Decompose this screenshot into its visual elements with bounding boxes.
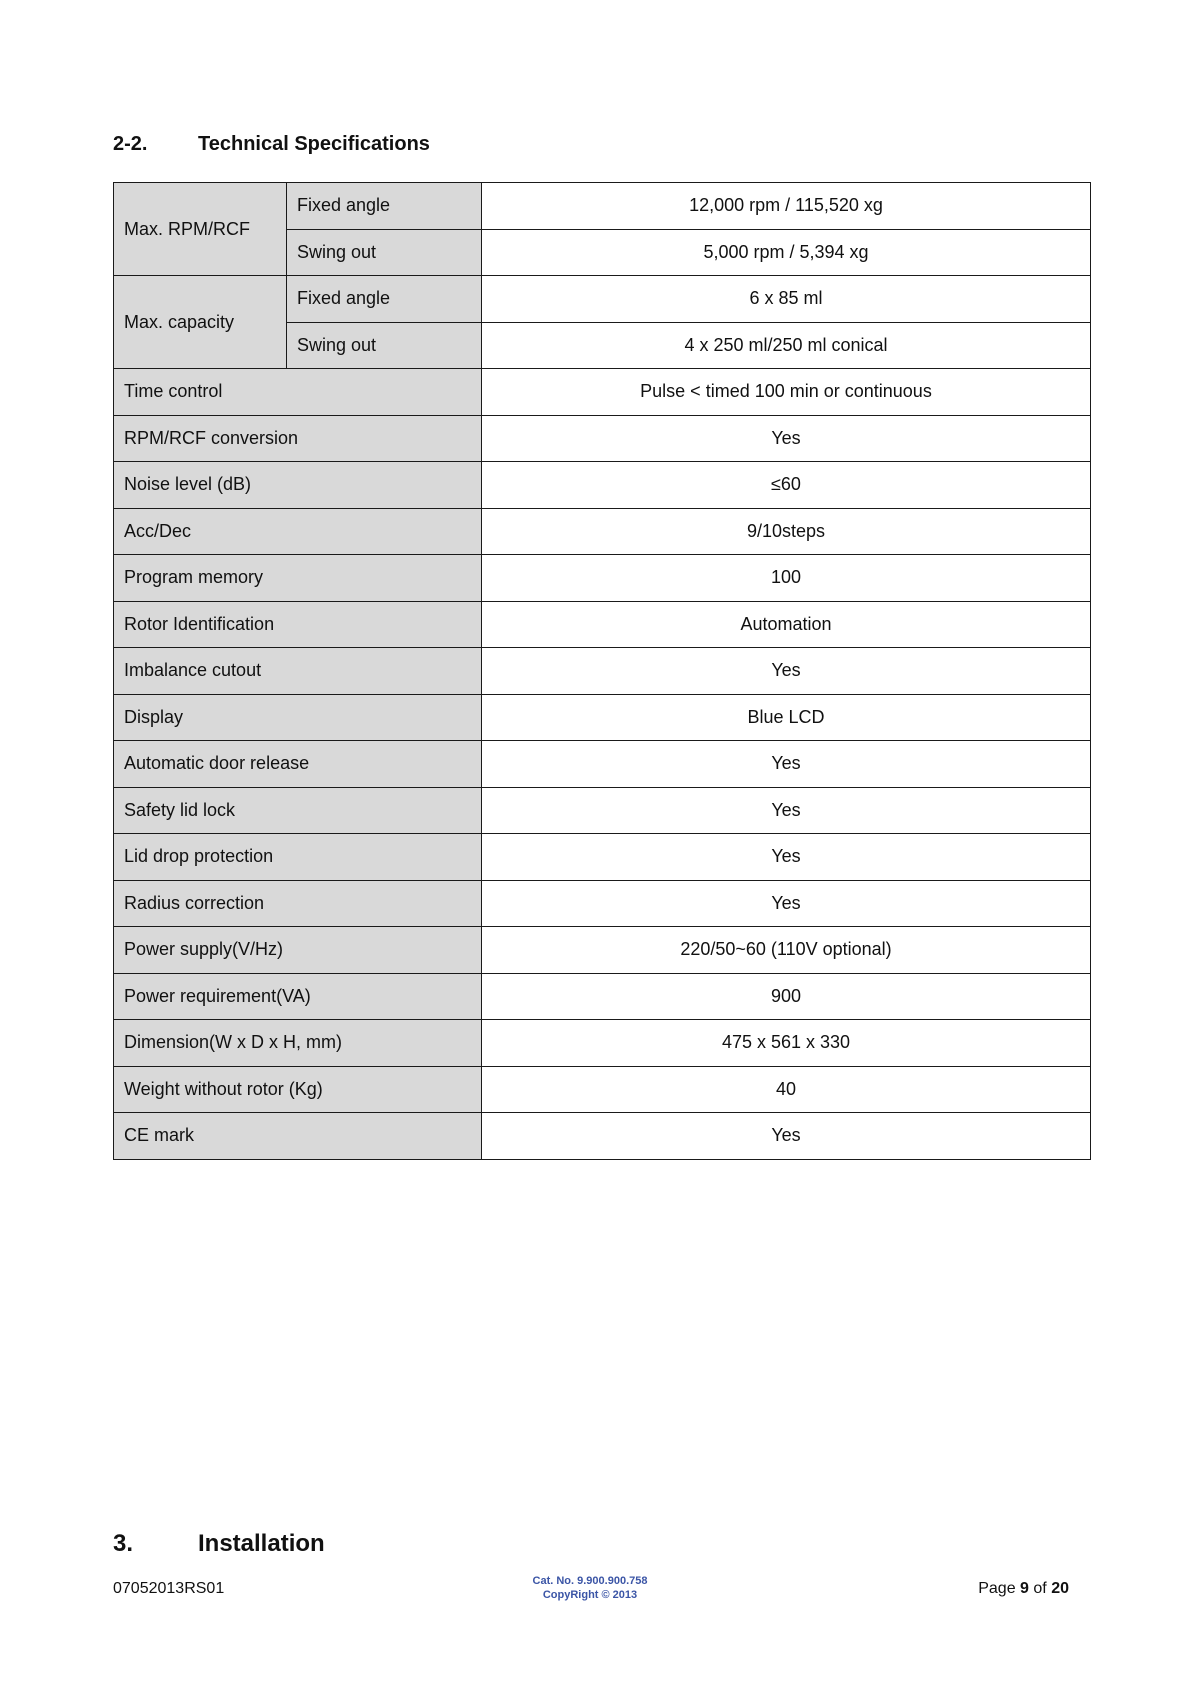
footer-cat-no: Cat. No. 9.900.900.758 (532, 1575, 648, 1587)
spec-label: Rotor Identification (114, 601, 482, 648)
table-row (114, 183, 1091, 230)
next-section-title: Installation (198, 1530, 325, 1557)
spec-label: Power requirement(VA) (114, 973, 482, 1020)
table-row (114, 648, 1091, 695)
table-row (114, 927, 1091, 974)
table-row (114, 1066, 1091, 1113)
table-row (114, 880, 1091, 927)
table-row (114, 1020, 1091, 1067)
spec-label: Time control (114, 369, 482, 416)
spec-value: Automation (482, 601, 1091, 648)
spec-label: Weight without rotor (Kg) (114, 1066, 482, 1113)
spec-label: RPM/RCF conversion (114, 415, 482, 462)
spec-label: Lid drop protection (114, 834, 482, 881)
spec-value: 9/10steps (482, 508, 1091, 555)
spec-label: Program memory (114, 555, 482, 602)
table-row (114, 741, 1091, 788)
spec-value: Yes (482, 880, 1091, 927)
table-row (114, 973, 1091, 1020)
table-row (114, 555, 1091, 602)
spec-value: 12,000 rpm / 115,520 xg (482, 183, 1091, 230)
footer-copyright: CopyRight © 2013 (542, 1589, 638, 1601)
spec-label: Max. capacity (114, 276, 287, 369)
footer-page-number (978, 1580, 1069, 1598)
spec-sublabel: Fixed angle (287, 183, 482, 230)
table-row (114, 601, 1091, 648)
spec-value: Yes (482, 787, 1091, 834)
spec-value: 475 x 561 x 330 (482, 1020, 1091, 1067)
page-prefix: Page (978, 1580, 1016, 1597)
spec-label: Noise level (dB) (114, 462, 482, 509)
table-row (114, 508, 1091, 555)
page-total: 20 (1051, 1580, 1069, 1597)
spec-sublabel: Swing out (287, 322, 482, 369)
spec-label: Radius correction (114, 880, 482, 927)
spec-label: Max. RPM/RCF (114, 183, 287, 276)
page-current: 9 (1020, 1580, 1029, 1597)
table-row (114, 694, 1091, 741)
spec-value: Yes (482, 834, 1091, 881)
section-number: 2-2. (113, 133, 148, 155)
spec-value: 900 (482, 973, 1091, 1020)
spec-value: Yes (482, 648, 1091, 695)
spec-sublabel: Swing out (287, 229, 482, 276)
spec-value: 100 (482, 555, 1091, 602)
footer-catalog (470, 1574, 710, 1602)
spec-label: Automatic door release (114, 741, 482, 788)
spec-value: 5,000 rpm / 5,394 xg (482, 229, 1091, 276)
next-section-heading (113, 1530, 325, 1558)
table-row (114, 462, 1091, 509)
spec-label: CE mark (114, 1113, 482, 1160)
section-heading (113, 133, 430, 156)
table-row (114, 415, 1091, 462)
table-row (114, 369, 1091, 416)
spec-value: 220/50~60 (110V optional) (482, 927, 1091, 974)
table-row (114, 1113, 1091, 1160)
spec-sublabel: Fixed angle (287, 276, 482, 323)
table-row (114, 276, 1091, 323)
spec-table (113, 182, 1091, 1160)
spec-value: Pulse < timed 100 min or continuous (482, 369, 1091, 416)
spec-value: Blue LCD (482, 694, 1091, 741)
spec-label: Power supply(V/Hz) (114, 927, 482, 974)
footer-doc-code: 07052013RS01 (113, 1580, 225, 1597)
spec-label: Dimension(W x D x H, mm) (114, 1020, 482, 1067)
section-title: Technical Specifications (198, 133, 430, 155)
next-section-number: 3. (113, 1530, 134, 1557)
spec-label: Display (114, 694, 482, 741)
spec-label: Imbalance cutout (114, 648, 482, 695)
page-of: of (1033, 1580, 1047, 1597)
spec-value: Yes (482, 1113, 1091, 1160)
spec-label: Safety lid lock (114, 787, 482, 834)
spec-value: 6 x 85 ml (482, 276, 1091, 323)
spec-value: 4 x 250 ml/250 ml conical (482, 322, 1091, 369)
spec-value: Yes (482, 415, 1091, 462)
spec-value: ≤60 (482, 462, 1091, 509)
spec-value: Yes (482, 741, 1091, 788)
spec-label: Acc/Dec (114, 508, 482, 555)
spec-value: 40 (482, 1066, 1091, 1113)
table-row (114, 787, 1091, 834)
table-row (114, 834, 1091, 881)
